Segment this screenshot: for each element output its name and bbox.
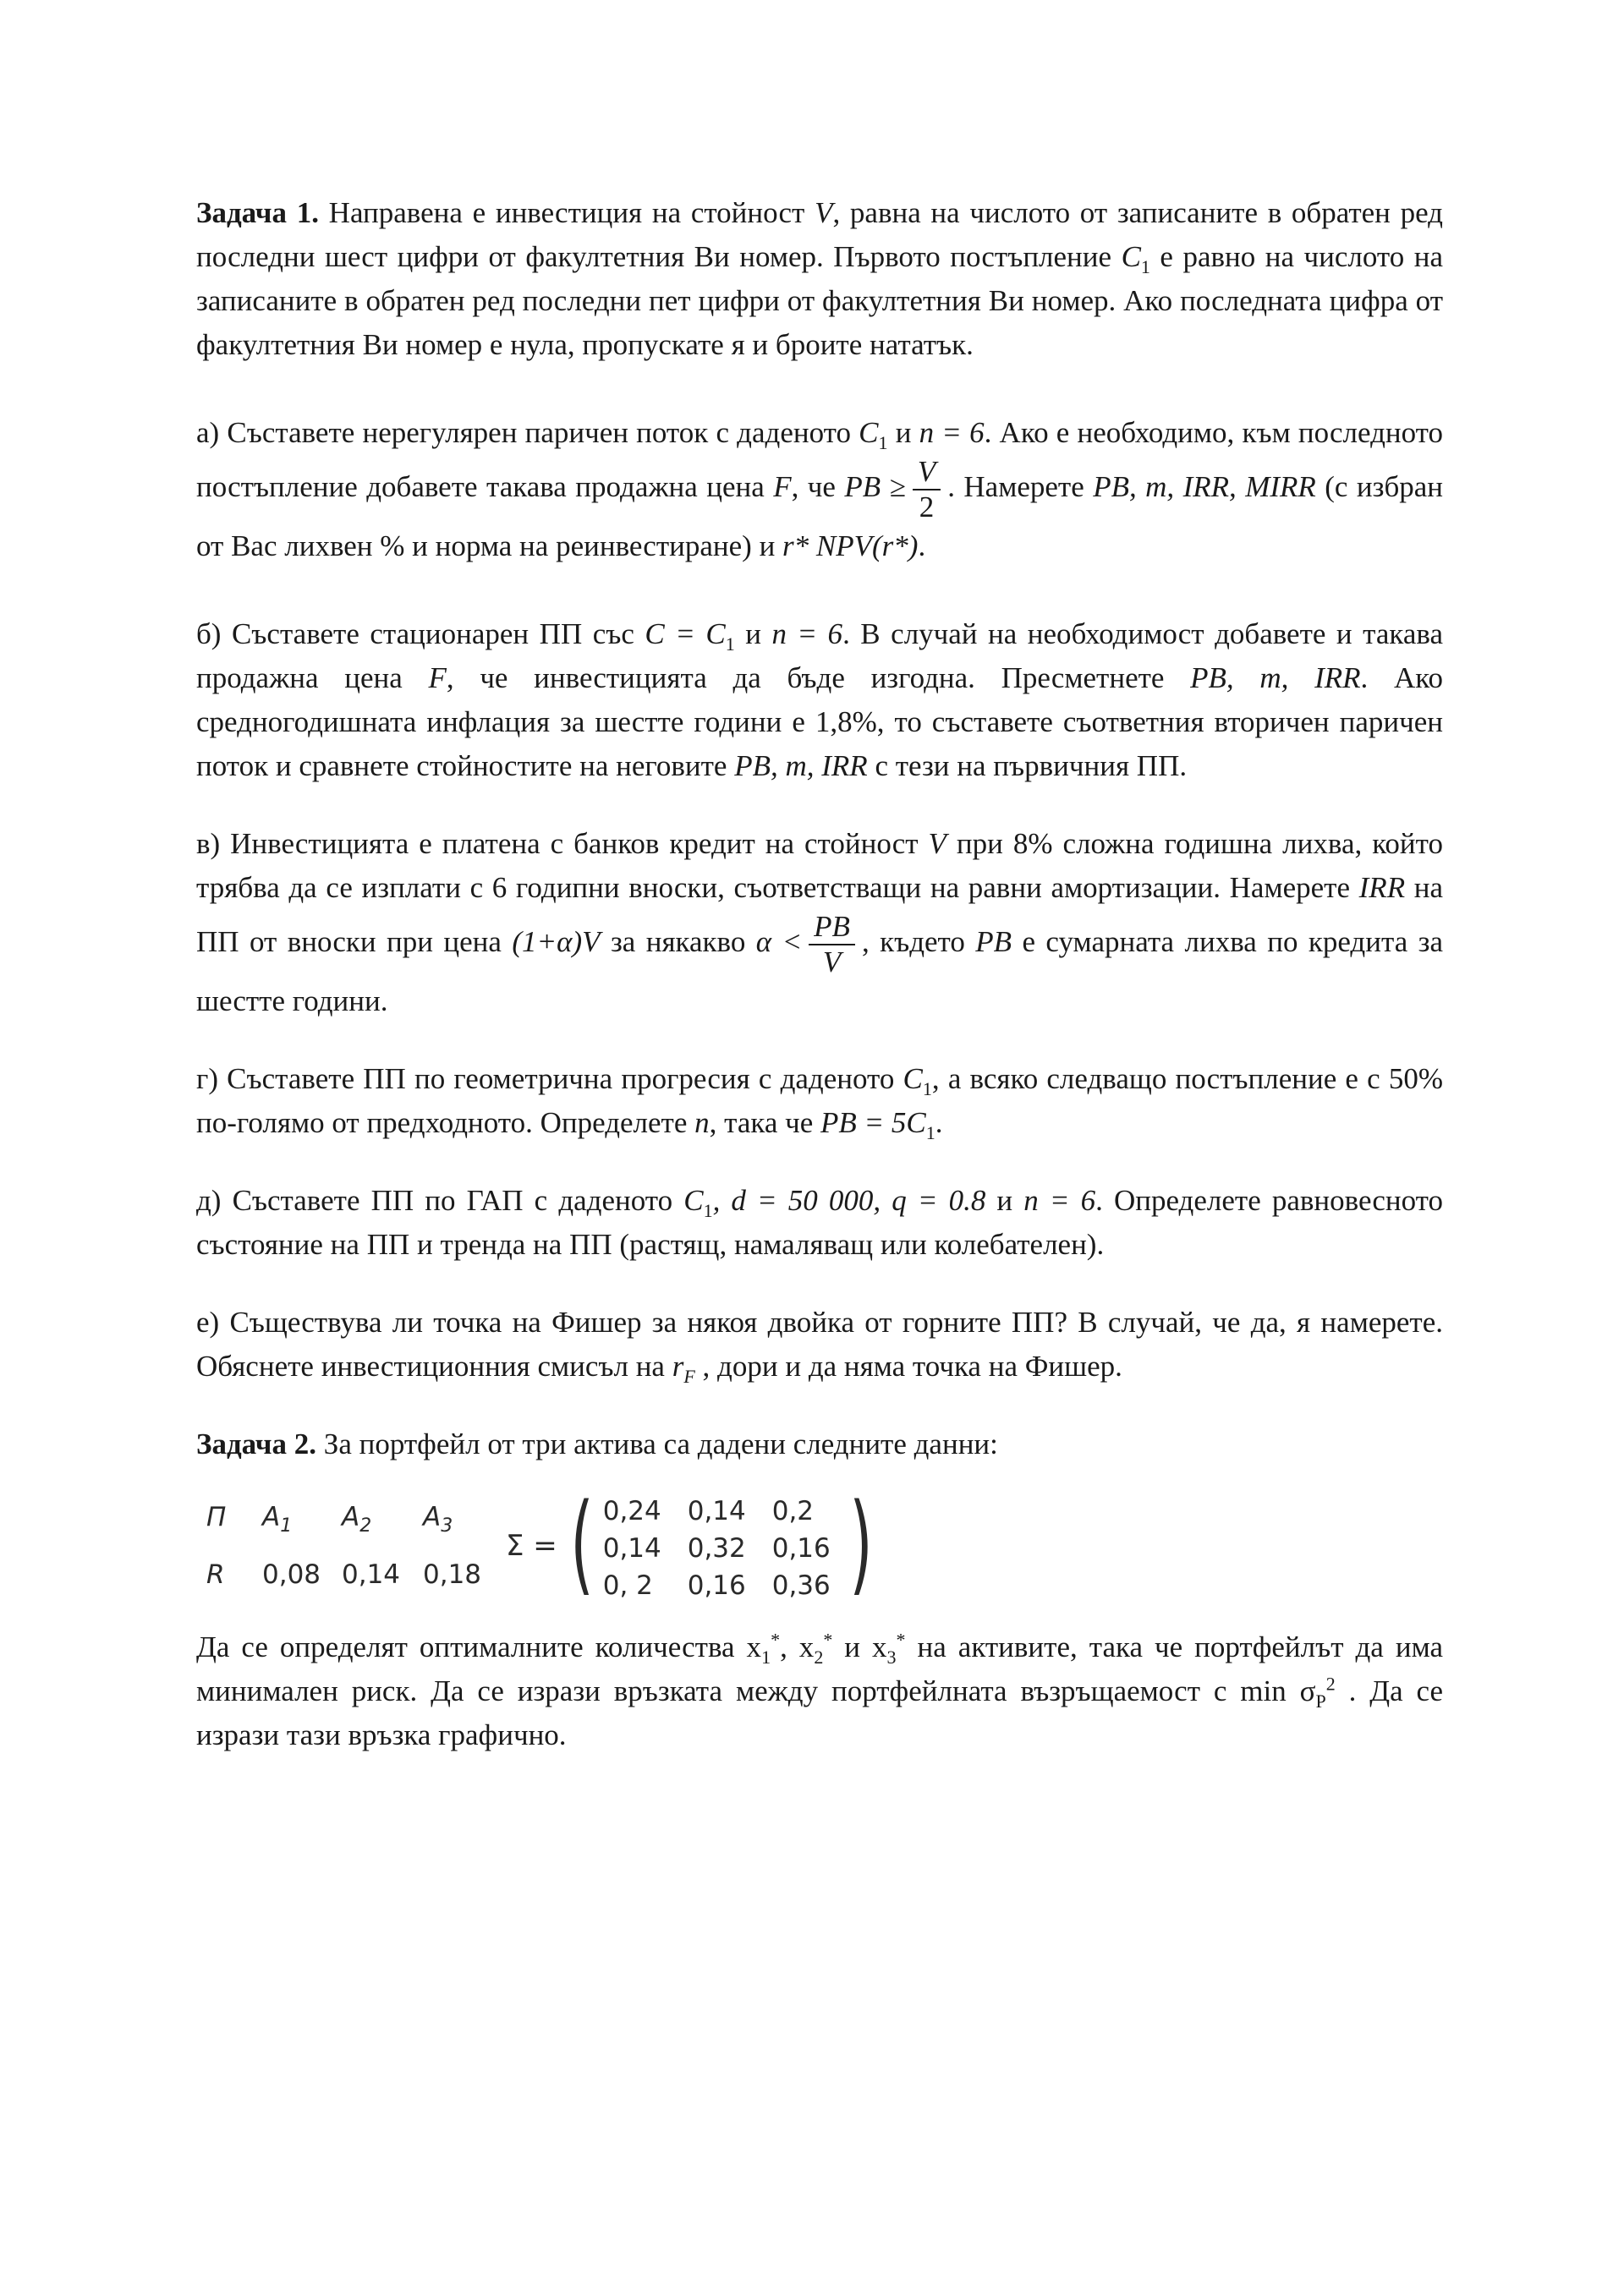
- task1-item-d: д) Съставете ПП по ГАП с даденото $C_1$, d = 50 000, q = 0.8 и n = 6. Определете равновесното състояние на ПП и тренда на ПП (растящ, намаляващ или колебателен).: [196, 1184, 1443, 1261]
- task1-item-e: е) Съществува ли точка на Фишер за някоя двойка от горните ПП? В случай, че да, я намерете. Обяснете инвестиционния смисъл на $r_F$ , дори и да няма точка на Фишер.: [196, 1306, 1443, 1387]
- task1-item-g: г) Съставете ПП по геометрична прогресия с даденото $C_1$, а всяко следващо постъпление е с 50% по-голямо от предходното. Определете n, така че PB = $5C_1$.: [196, 1062, 1443, 1143]
- task2-title: Задача 2.: [196, 1427, 317, 1460]
- fraction-pb-over-v: $\frac{PB}{V}$: [809, 910, 855, 979]
- sigma-equals: Σ =: [506, 1529, 557, 1563]
- task1-item-v: в) Инвестицията е платена с банков кредит на стойност V при 8% сложна годишна лихва, който трябва да се изплати с 6 годипни вноски, съответстващи на равни амортизации. Намерете IRR на ПП от вноски при цена (1+α)V за някакво α < $\frac{PB}{V}$ , където PB е сумарната лихва по кредита за шестте години.: [196, 827, 1443, 1017]
- task1-title: Задача 1.: [196, 196, 319, 229]
- covariance-matrix: ( 0,24 0,14 0,2 0,14 0,32 0,16 0, 2 0,16 0,36 ): [570, 1481, 873, 1607]
- task2-intro: Задача 2. За портфейл от три актива са дадени следните данни:: [196, 1427, 998, 1460]
- task1-item-b: б) Съставете стационарен ПП със $C = C_1$ и n = 6. В случай на необходимост добавете и такава продажна цена F, че инвестицията да бъде изгодна. Пресметнете PB, m, IRR. Ако средногодишната инфлация за шестте години е 1,8%, то съставете съответния вторичен паричен поток и сравнете стойностите на неговите PB, m, IRR с тези на първичния ПП.: [196, 617, 1444, 782]
- task2-closing: Да се определят оптималните количества $x_1^*$, $x_2^*$ и $x_3^*$ на активите, така че портфейлът да има минимален риск. Да се изрази връзката между портфейлната възръщаемост с $\min \sigma_P^2$ . Да се изрази тази връзка графично.: [196, 1629, 1444, 1751]
- task1-intro: Задача 1. Направена е инвестиция на стойност V, равна на числото от записаните в обратен ред последни шест цифри от факултетния Ви номер. Първото постъпление $C_1$ е равно на числото на записаните в обратен ред последни пет цифри от факултетния Ви номер. Ако последната цифра от факултетния Ви номер е нула, пропускате я и броите нататък.: [196, 196, 1443, 361]
- fraction-v-over-2: $\frac{V}{2}$: [913, 455, 941, 524]
- portfolio-data-table: [196, 1481, 1443, 1607]
- document-body: [196, 191, 1443, 1757]
- asset-returns-grid: П $A_1$ $A_2$ $A_3$ R 0,08 0,14 0,18: [206, 1502, 482, 1590]
- task1-item-a: а) Съставете нерегулярен паричен поток с даденото $C_1$ и n = 6. Ако е необходимо, към последното постъпление добавете такава продажна цена F, че PB ≥ $\frac{V}{2}$ . Намерете PB, m, IRR, MIRR (с избран от Вас лихвен % и норма на реинвестиране) и r* NPV(r*).: [196, 416, 1444, 562]
